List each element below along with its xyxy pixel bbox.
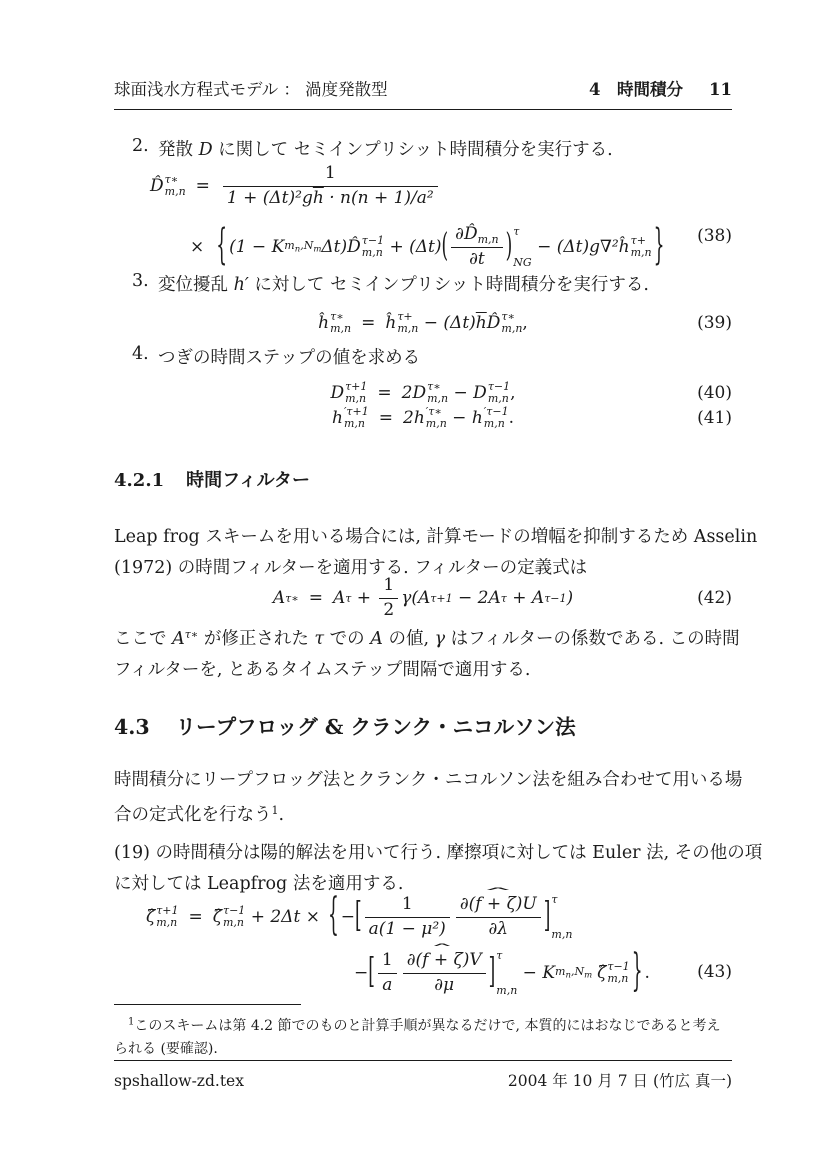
equation-tag: (41) [697,408,732,428]
times-sign: × [305,907,320,927]
equation-43 [114,890,732,1002]
equation-tag: (39) [697,313,732,333]
times-sign: × [190,237,205,257]
math-token: h [331,408,343,428]
math-token: . [644,963,650,983]
math-token: γ(A [401,588,431,608]
superscript: τ+1 [430,591,453,605]
math-token: ) [566,588,574,608]
supsub: τ∗ m,n [501,309,523,335]
math-token: ĥ [618,237,630,257]
supsub: τ+1 m,n [345,379,368,405]
subscript: $m_n,N_m$ [284,239,322,255]
math-token: ζ̂ [146,907,156,927]
eq38-line2 [190,216,732,278]
supsub: ′τ∗ m,n [425,404,447,430]
math-token: D̂ [150,176,164,196]
math-token: τ [314,629,325,650]
superscript: τ∗ [285,591,299,605]
section-title: 時間フィルター [186,470,310,491]
header-right [589,76,732,100]
eq39-line [114,306,732,340]
math-token: D [198,140,213,160]
math-token: − 2A [452,588,501,608]
equation-41 [114,404,732,432]
page-header [114,76,732,110]
math-token: , [510,383,516,403]
supsub: τ∗ m,n [330,309,352,335]
jp-text: に対して セミインプリシット時間積分を実行する. [248,275,649,295]
math-token: D̂ [486,313,501,333]
equals-sign: = [378,408,393,428]
eq42-line [114,575,732,620]
math-token: 2h [403,408,425,428]
math-token: γ [434,629,446,650]
math-token: A [172,629,185,650]
equation-42 [114,575,732,620]
supsub: ′τ+1 m,n [343,404,369,430]
math-token: , [522,313,528,333]
subscript: $m_n,N_m$ [555,965,593,981]
left-paren: ( [441,227,449,266]
math-token: $\overline{h}$ [475,313,487,333]
eq43-line2 [354,946,732,1000]
supsub: ′τ−1 m,n [483,404,509,430]
math-token: D̂ [347,237,361,257]
math-token: + (Δt) [384,237,442,257]
superscript: τ [345,591,352,605]
math-token: − h [446,408,483,428]
section-heading-43 [114,710,732,740]
supsub: τ m,n [496,949,518,997]
section-number: 4.2.1 [114,470,165,491]
jp-text: が修正された [198,629,315,650]
eq43-line1 [146,890,732,944]
math-token: 2D [401,383,427,403]
math-token: D [330,383,345,403]
superscript: τ∗ [184,628,199,641]
supsub: τ+ m,n [397,309,419,335]
paragraph-line: に対しては Leapfrog 法を適用する. [114,873,404,894]
equation-39 [114,306,732,340]
math-token: + A [506,588,545,608]
left-brace: { [216,221,228,271]
page-footer [114,1060,732,1091]
jp-text: での [324,629,371,650]
math-token: + [351,588,377,608]
right-brace: } [653,221,665,271]
section-title: リープフロッグ & クランク・ニコルソン法 [175,715,576,739]
equals-sign: = [188,907,203,927]
paragraph-line: フィルターを, とあるタイムステップ間隔で適用する. [114,659,531,680]
math-token: Δt) [321,237,348,257]
math-token: − (Δt)g∇² [531,237,619,257]
paragraph-line: (19) の時間積分は陽的解法を用いて行う. 摩擦項に対しては Euler 法, その他の項 [114,843,763,863]
equation-tag: (43) [697,962,732,982]
item-text [158,136,613,161]
section-heading-421 [114,466,732,492]
equals-sign: = [195,176,210,196]
math-token: + 2Δt [245,907,306,927]
math-token: A [370,629,383,650]
left-brace: { [327,889,339,942]
fraction: $\frac{1}{\text{a(1 − μ²)}}$ [365,894,450,940]
supsub: τ−1 m,n [607,959,630,985]
item-text [158,271,649,296]
page-number: 11 [709,80,732,99]
item-number: 2. [132,136,149,156]
equals-sign: = [308,588,323,608]
supsub: τ+ m,n [630,233,652,259]
eq40-line [114,379,732,407]
supsub: τ NG [513,225,532,269]
right-bracket: ] [543,895,551,937]
supsub: τ−1 m,n [487,379,511,405]
paragraph-line: Leap frog スキームを用いる場合には, 計算モードの増幅を抑制するため Asselin [114,527,758,547]
list-item-2 [114,136,732,161]
fraction-widehat: ˆ $\frac{\partial(f + \zeta)U}{\partial\lambda}$ [456,894,541,940]
supsub: τ−1 m,n [361,233,385,259]
running-title: 球面浅水方程式モデル ： 渦度発散型 [114,80,388,99]
equation-tag: (40) [697,383,732,403]
right-paren: ) [505,227,513,266]
footer-filename: spshallow-zd.tex [114,1072,244,1090]
paragraph-leapfrog-cn [114,765,743,830]
item-number: 4. [132,344,149,364]
supsub: τ−1 m,n [223,903,246,929]
footnote-rule [114,1004,301,1005]
item-text: つぎの時間ステップの値を求める [158,348,421,368]
equals-sign: = [361,313,376,333]
eq41-line [114,404,732,432]
math-token: h′ [233,275,249,295]
equation-38 [114,160,732,282]
footnote-line: このスキームは第 4.2 節でのものと計算手順が異なるだけで, 本質的にはおなじであると考え [134,1017,721,1034]
left-bracket: [ [368,951,375,993]
fraction: $\frac{1}{a}$ [378,950,397,996]
jp-text: ここで [114,629,173,650]
supsub: τ+1 m,n [156,903,179,929]
jp-text: 発散 [158,140,199,160]
math-token: − (Δt) [418,313,476,333]
math-token: . [508,408,515,428]
math-token: − D [448,383,487,403]
jp-text: に関して セミインプリシット時間積分を実行する. [212,140,613,160]
superscript: τ−1 [544,591,567,605]
section-number: 4.3 [114,715,150,739]
paragraph-line: 時間積分にリープフロッグ法とクランク・ニコルソン法を組み合わせて用いる場 [114,770,743,790]
equation-tag: (38) [697,226,732,246]
header-section-title: 4 時間積分 [589,80,684,99]
supsub: τ m,n [551,893,573,941]
equation-40 [114,379,732,407]
fraction: $\frac{1}{1 + (\Delta t)^2g\overline{h} \cdot n(n + 1)/a^2}$ [223,163,438,209]
superscript: τ [500,591,507,605]
footnote-marker: 1 [128,1016,135,1027]
eq38-line1 [150,160,732,212]
fraction-widehat: $\frac{\text{∂ˆ (f + ζ)V}}{\partial\mu}$ [403,950,486,996]
minus-sign: − [340,907,356,927]
fraction: $\frac{\partial D̂_{m,n}}{\partial t}$ [451,224,502,271]
supsub: τ∗ m,n [427,379,449,405]
paragraph-asselin [114,522,758,583]
right-brace: } [631,945,643,998]
jp-text: 変位擾乱 [158,275,234,295]
left-bracket: [ [355,895,362,937]
math-token: − K [517,963,556,983]
fraction: $\frac{1}{2}$ [379,575,398,621]
minus-sign: − [354,963,369,983]
math-token: ζ̂ [212,907,222,927]
paragraph-line: (1972) の時間フィルターを適用する. フィルターの定義式は [114,557,588,578]
item-number: 3. [132,271,149,291]
math-token: A [332,588,346,608]
supsub: τ∗ m,n [164,172,186,198]
list-item-4 [114,344,732,369]
jp-text: . [278,804,285,825]
math-token: ζ̂ [597,963,607,983]
footnote [114,1010,732,1061]
paragraph-line: 合の定式化を行なう [114,804,272,825]
footnote-line: られる (要確認). [114,1040,218,1057]
jp-text: はフィルターの係数である. この時間 [445,629,740,650]
paragraph-filter-desc [114,620,740,685]
equation-tag: (42) [697,588,732,608]
list-item-3 [114,271,732,296]
right-bracket: ] [488,951,496,993]
footnote-marker: 1 [271,803,279,817]
math-token: ĥ [385,313,397,333]
footer-date: 2004 年 10 月 7 日 (竹広 真一) [507,1072,732,1090]
math-token: (1 − K [229,237,285,257]
jp-text: の値, [382,629,435,650]
math-token: A [272,588,286,608]
math-token: ĥ [318,313,330,333]
equals-sign: = [377,383,392,403]
